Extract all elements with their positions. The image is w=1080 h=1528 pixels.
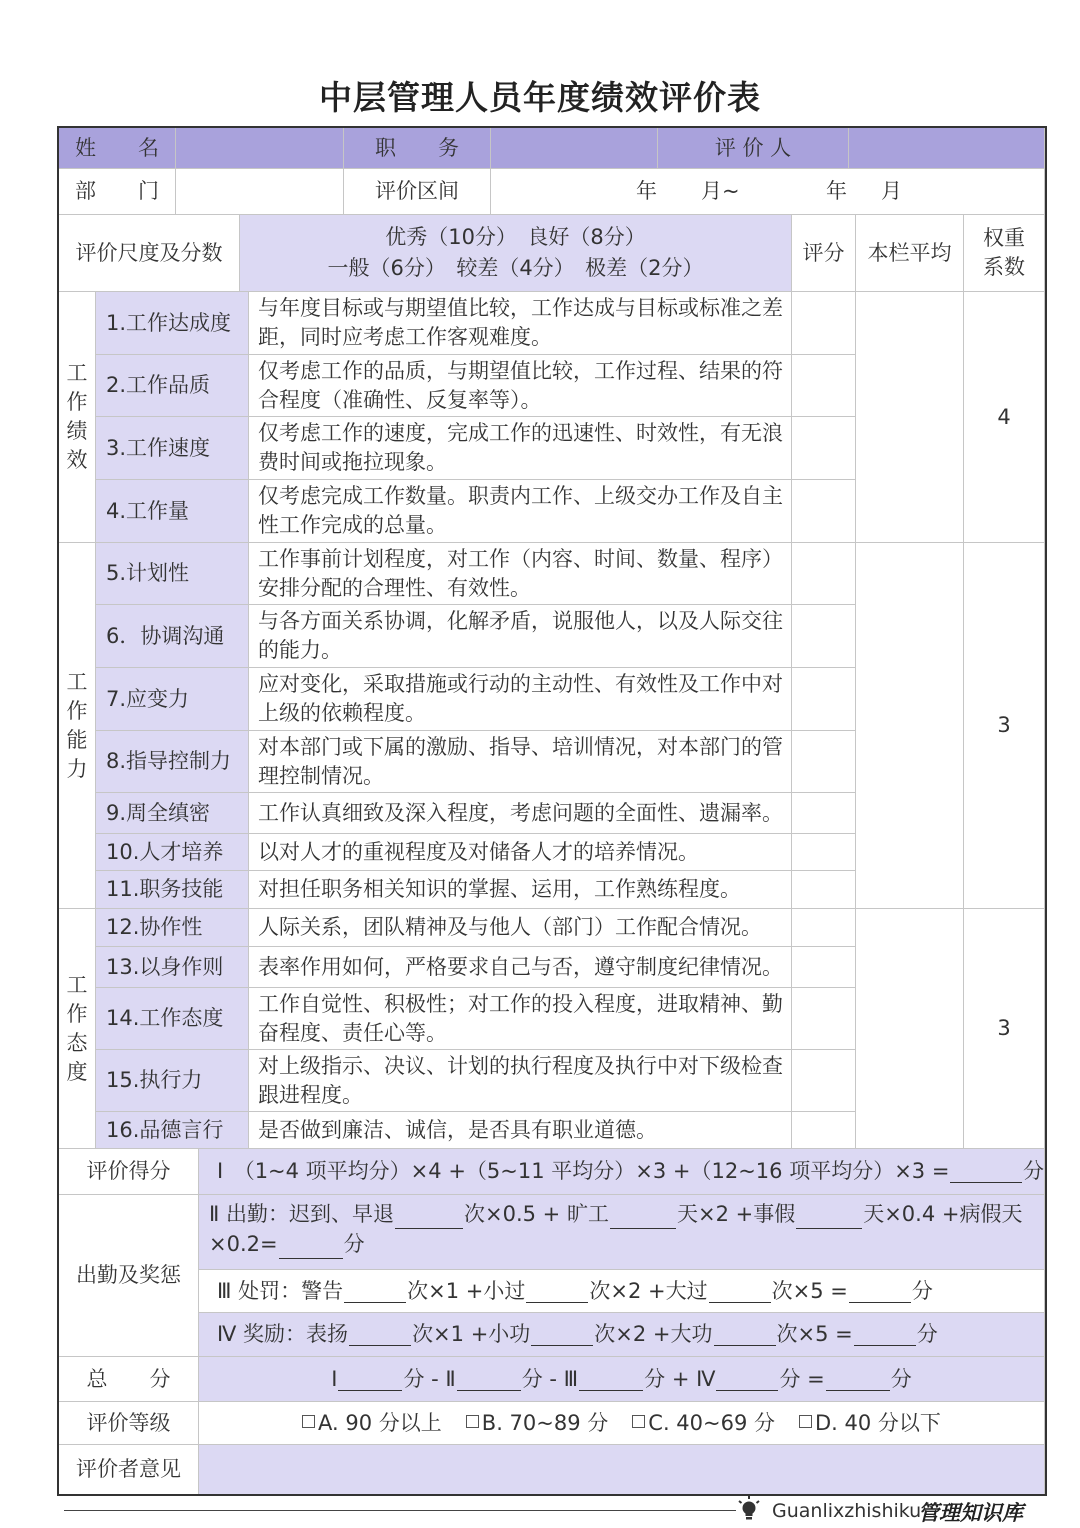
position-field[interactable]	[491, 128, 658, 169]
item-desc: 与各方面关系协调，化解矛盾，说服他人，以及人际交往的能力。	[249, 605, 792, 668]
total-formula: Ⅰ 分 - Ⅱ 分 - Ⅲ 分 + Ⅳ 分 = 分	[199, 1357, 1045, 1402]
position-label: 职 务	[344, 128, 491, 169]
item-name: 4.工作量	[96, 480, 249, 543]
score-cell[interactable]	[792, 909, 856, 947]
item-desc: 工作自觉性、积极性；对工作的投入程度，进取精神、勤奋程度、责任心等。	[249, 988, 792, 1050]
score-cell[interactable]	[792, 793, 856, 834]
item-desc: 表率作用如何，严格要求自己与否，遵守制度纪律情况。	[249, 947, 792, 988]
absence-blank[interactable]	[610, 1206, 676, 1229]
total-label: 总 分	[59, 1357, 199, 1402]
average-cell[interactable]	[856, 292, 964, 543]
period-year-1: 年	[636, 179, 657, 203]
scale-line-1: 优秀（10分） 良好（8分）	[385, 225, 646, 249]
personal-leave-blank[interactable]	[796, 1206, 862, 1229]
score-cell[interactable]	[792, 543, 856, 605]
item-desc: 以对人才的重视程度及对储备人才的培养情况。	[249, 834, 792, 871]
period-month-1: 月~	[701, 179, 740, 203]
score-blank[interactable]	[950, 1160, 1022, 1183]
grade-option-d[interactable]: D. 40 分以下	[799, 1409, 941, 1438]
item-desc: 工作认真细致及深入程度，考虑问题的全面性、遗漏率。	[249, 793, 792, 834]
score-cell[interactable]	[792, 731, 856, 793]
average-cell[interactable]	[856, 909, 964, 1149]
group-ability: 工 作 能 力	[59, 543, 96, 909]
period-year-2: 年	[826, 179, 847, 203]
item-desc: 对担任职务相关知识的掌握、运用，工作熟练程度。	[249, 871, 792, 909]
score-cell[interactable]	[792, 605, 856, 668]
evaluator-field[interactable]	[849, 128, 1045, 169]
item-name: 15.执行力	[96, 1050, 249, 1112]
score-formula: Ⅰ （1~4 项平均分）×4 +（5~11 平均分）×3 +（12~16 项平均分）×3 = 分	[199, 1149, 1045, 1195]
score-cell[interactable]	[792, 417, 856, 480]
item-name: 6．协调沟通	[96, 605, 249, 668]
dept-label: 部 门	[59, 169, 176, 215]
item-desc: 仅考虑完成工作数量。职责内工作、上级交办工作及自主性工作完成的总量。	[249, 480, 792, 543]
item-name: 2.工作品质	[96, 355, 249, 417]
checkbox-icon	[799, 1415, 812, 1428]
late-blank[interactable]	[395, 1206, 463, 1229]
item-desc: 与年度目标或与期望值比较，工作达成与目标或标准之差距，同时应考虑工作客观难度。	[249, 292, 792, 355]
name-field[interactable]	[176, 128, 344, 169]
grade-options	[199, 1402, 1045, 1445]
evaluation-form	[57, 126, 1047, 1496]
period-label: 评价区间	[344, 169, 491, 215]
grade-option-b[interactable]: B. 70~89 分	[466, 1409, 608, 1438]
score-header: 评分	[792, 215, 856, 292]
checkbox-icon	[466, 1415, 479, 1428]
score-cell[interactable]	[792, 292, 856, 355]
item-desc: 仅考虑工作的品质，与期望值比较，工作过程、结果的符合程度（准确性、反复率等）。	[249, 355, 792, 417]
item-name: 8.指导控制力	[96, 731, 249, 793]
item-name: 5.计划性	[96, 543, 249, 605]
score-label: 评价得分	[59, 1149, 199, 1195]
group-performance: 工 作 绩 效	[59, 292, 96, 543]
item-name: 3.工作速度	[96, 417, 249, 480]
footer-brand-zh: 管理知识库	[918, 1501, 1023, 1525]
item-name: 7.应变力	[96, 668, 249, 731]
weight-value: 4	[964, 292, 1045, 543]
score-cell[interactable]	[792, 355, 856, 417]
dept-field[interactable]	[176, 169, 344, 215]
weight-header: 权重 系数	[964, 215, 1045, 292]
opinion-label: 评价者意见	[59, 1445, 199, 1494]
score-cell[interactable]	[792, 1112, 856, 1149]
item-desc: 应对变化，采取措施或行动的主动性、有效性及工作中对上级的依赖程度。	[249, 668, 792, 731]
item-desc: 工作事前计划程度，对工作（内容、时间、数量、程序）安排分配的合理性、有效性。	[249, 543, 792, 605]
item-name: 14.工作态度	[96, 988, 249, 1050]
grade-option-a[interactable]: A. 90 分以上	[302, 1409, 442, 1438]
score-cell[interactable]	[792, 668, 856, 731]
period-field[interactable]	[491, 169, 1045, 215]
grade-label: 评价等级	[59, 1402, 199, 1445]
period-month-2: 月	[881, 179, 902, 203]
scale-definition	[240, 215, 792, 292]
scale-label: 评价尺度及分数	[59, 215, 240, 292]
score-cell[interactable]	[792, 834, 856, 871]
item-name: 9.周全缜密	[96, 793, 249, 834]
item-name: 12.协作性	[96, 909, 249, 947]
penalty-formula: Ⅲ 处罚：警告 次×1 +小过 次×2 +大过 次×5 = 分	[199, 1270, 1045, 1313]
footer-divider	[64, 1510, 736, 1511]
item-name: 10.人才培养	[96, 834, 249, 871]
checkbox-icon	[302, 1415, 315, 1428]
item-desc: 人际关系，团队精神及与他人（部门）工作配合情况。	[249, 909, 792, 947]
score-cell[interactable]	[792, 480, 856, 543]
average-header: 本栏平均	[856, 215, 964, 292]
score-cell[interactable]	[792, 1050, 856, 1112]
weight-value: 3	[964, 909, 1045, 1149]
average-cell[interactable]	[856, 543, 964, 909]
attendance-total-blank[interactable]	[279, 1236, 343, 1259]
item-name: 1.工作达成度	[96, 292, 249, 355]
scale-line-2: 一般（6分） 较差（4分） 极差（2分）	[327, 256, 704, 280]
score-cell[interactable]	[792, 947, 856, 988]
item-desc: 对本部门或下属的激励、指导、培训情况，对本部门的管理控制情况。	[249, 731, 792, 793]
weight-value: 3	[964, 543, 1045, 909]
grade-option-c[interactable]: C. 40~69 分	[632, 1409, 775, 1438]
score-cell[interactable]	[792, 988, 856, 1050]
reward-formula: Ⅳ 奖励：表扬 次×1 +小功 次×2 +大功 次×5 = 分	[199, 1313, 1045, 1357]
group-attitude: 工 作 态 度	[59, 909, 96, 1149]
item-name: 13.以身作则	[96, 947, 249, 988]
page-title: 中层管理人员年度绩效评价表	[319, 78, 761, 117]
evaluator-label: 评 价 人	[658, 128, 849, 169]
attendance-label: 出勤及奖惩	[59, 1195, 199, 1357]
item-desc: 仅考虑工作的速度，完成工作的迅速性、时效性，有无浪费时间或拖拉现象。	[249, 417, 792, 480]
attendance-formula: Ⅱ 出勤：迟到、早退 次×0.5 + 旷工 天×2 +事假 天×0.4 +病假天×0.2= 分	[199, 1195, 1045, 1270]
item-desc: 对上级指示、决议、计划的执行程度及执行中对下级检查跟进程度。	[249, 1050, 792, 1112]
footer-brand-en: Guanlixzhishiku	[772, 1500, 922, 1522]
item-name: 16.品德言行	[96, 1112, 249, 1149]
checkbox-icon	[632, 1415, 645, 1428]
opinion-field[interactable]	[199, 1445, 1045, 1494]
item-name: 11.职务技能	[96, 871, 249, 909]
name-label: 姓 名	[59, 128, 176, 169]
item-desc: 是否做到廉洁、诚信，是否具有职业道德。	[249, 1112, 792, 1149]
lightbulb-icon	[736, 1495, 762, 1523]
score-cell[interactable]	[792, 871, 856, 909]
